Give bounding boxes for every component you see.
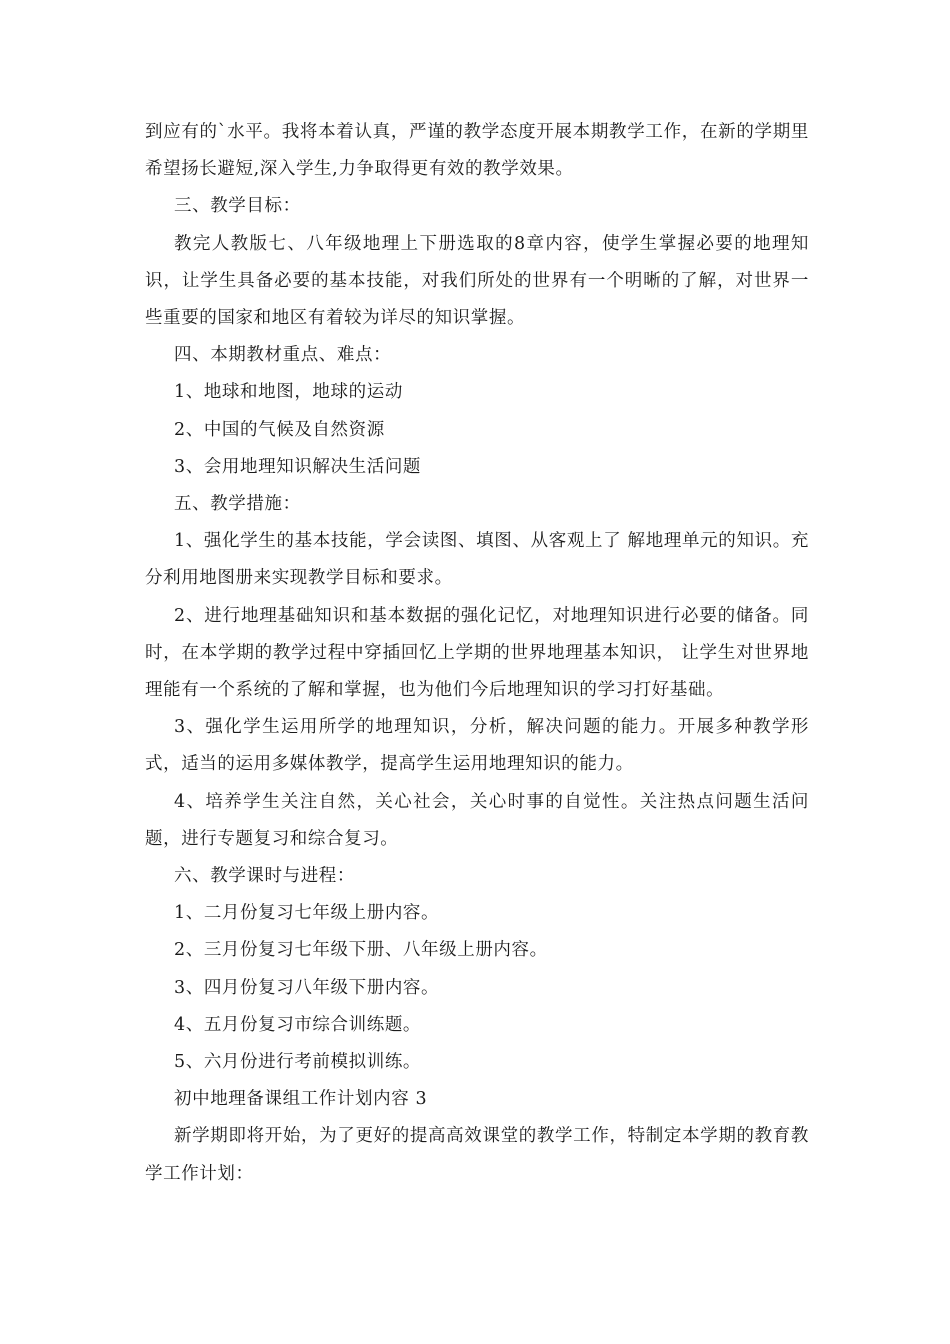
document-body	[145, 114, 809, 1193]
list-item: 2、三月份复习七年级下册、八年级上册内容。	[174, 940, 548, 961]
section-heading-teaching-goals: 三、教学目标：	[174, 196, 301, 217]
paragraph-intro: 新学期即将开始，为了更好的提高高效课堂的教学工作，特制定本学期的教育教学工作计划：	[145, 1126, 809, 1184]
list-item: 1、二月份复习七年级上册内容。	[174, 903, 440, 924]
section-heading-schedule: 六、教学课时与进程：	[174, 866, 355, 887]
list-item: 5、六月份进行考前模拟训练。	[174, 1052, 422, 1073]
list-item: 2、进行地理基础知识和基本数据的强化记忆，对地理知识进行必要的储备。同时，在本学期的教学过程中穿插回忆上学期的世界地理基本知识， 让学生对世界地理能有一个系统的了解和掌握，也为他们今后地理知识的学习打好基础。	[145, 605, 809, 701]
list-item: 3、会用地理知识解决生活问题	[174, 456, 422, 477]
section-heading-key-points: 四、本期教材重点、难点：	[174, 345, 392, 366]
paragraph-teaching-goals: 教完人教版七、八年级地理上下册选取的8章内容，使学生掌握必要的地理知识，让学生具备必要的基本技能，对我们所处的世界有一个明晰的了解，对世界一些重要的国家和地区有着较为详尽的知识掌握。	[145, 233, 809, 329]
list-item: 2、中国的气候及自然资源	[174, 419, 385, 440]
section-heading-measures: 五、教学措施：	[174, 494, 301, 515]
paragraph-continuation: 到应有的`水平。我将本着认真，严谨的教学态度开展本期教学工作，在新的学期里希望扬长避短,深入学生,力争取得更有效的教学效果。	[145, 122, 809, 180]
list-item: 3、强化学生运用所学的地理知识，分析，解决问题的能力。开展多种教学形式，适当的运用多媒体教学，提高学生运用地理知识的能力。	[145, 717, 809, 775]
list-item: 3、四月份复习八年级下册内容。	[174, 977, 440, 998]
document-subtitle: 初中地理备课组工作计划内容 3	[174, 1089, 428, 1110]
list-item: 4、五月份复习市综合训练题。	[174, 1014, 422, 1035]
list-item: 1、地球和地图，地球的运动	[174, 382, 403, 403]
list-item: 1、强化学生的基本技能，学会读图、填图、从客观上了 解地理单元的知识。充分利用地图册来实现教学目标和要求。	[145, 531, 809, 589]
list-item: 4、培养学生关注自然，关心社会，关心时事的自觉性。关注热点问题生活问题，进行专题复习和综合复习。	[145, 791, 809, 849]
